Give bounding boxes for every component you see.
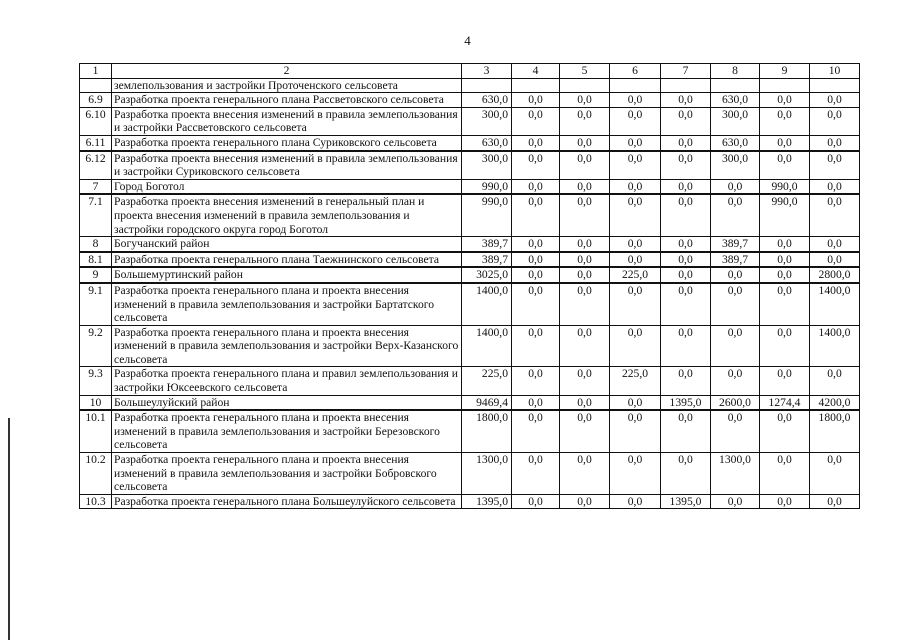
row-number-cell: 10: [80, 395, 112, 410]
value-cell-col-5: [560, 78, 610, 93]
value-cell-col-9: 0,0: [760, 151, 810, 180]
value-cell-col-8: 389,7: [711, 237, 760, 252]
row-number-cell: 6.12: [80, 151, 112, 180]
value-cell-col-4: 0,0: [512, 283, 560, 325]
value-cell-col-4: 0,0: [512, 453, 560, 495]
row-number-cell: 7.1: [80, 194, 112, 236]
value-cell-col-8: 0,0: [711, 367, 760, 395]
row-number-cell: 9.3: [80, 367, 112, 395]
value-cell-col-9: 0,0: [760, 325, 810, 367]
value-cell-col-9: 0,0: [760, 494, 810, 509]
row-name-cell: Богучанский район: [112, 237, 462, 252]
value-cell-col-8: 1300,0: [711, 453, 760, 495]
value-cell-col-7: 0,0: [661, 453, 711, 495]
table-row: [80, 135, 860, 150]
value-cell-col-7: 0,0: [661, 135, 711, 150]
value-cell-col-3: 389,7: [462, 237, 512, 252]
value-cell-col-6: 0,0: [610, 237, 661, 252]
row-name-cell: Разработка проекта генерального плана и проекта внесения изменений в правила землепользования и застройки Бобровского сельсовета: [112, 453, 462, 495]
value-cell-col-10: 4200,0: [810, 395, 860, 410]
header-cell: 2: [112, 64, 462, 79]
value-cell-col-4: 0,0: [512, 367, 560, 395]
value-cell-col-3: 990,0: [462, 179, 512, 194]
value-cell-col-3: 9469,4: [462, 395, 512, 410]
value-cell-col-5: 0,0: [560, 367, 610, 395]
row-name-cell: Разработка проекта генерального плана и проекта внесения изменений в правила землепользования и застройки Бартатского сельсовета: [112, 283, 462, 325]
value-cell-col-7: 0,0: [661, 194, 711, 236]
value-cell-col-9: 990,0: [760, 194, 810, 236]
value-cell-col-6: 225,0: [610, 367, 661, 395]
value-cell-col-7: 0,0: [661, 237, 711, 252]
row-name-cell: Разработка проекта генерального плана и проекта внесения изменений в правила землепользования и застройки Березовского сельсовета: [112, 410, 462, 452]
value-cell-col-8: 0,0: [711, 494, 760, 509]
header-cell: 9: [760, 64, 810, 79]
value-cell-col-8: 0,0: [711, 325, 760, 367]
value-cell-col-10: 0,0: [810, 151, 860, 180]
header-cell: 3: [462, 64, 512, 79]
header-cell: 7: [661, 64, 711, 79]
value-cell-col-8: 0,0: [711, 267, 760, 283]
row-number-cell: 6.11: [80, 135, 112, 150]
value-cell-col-9: 0,0: [760, 453, 810, 495]
value-cell-col-5: 0,0: [560, 194, 610, 236]
value-cell-col-6: 0,0: [610, 179, 661, 194]
row-name-cell: Разработка проекта генерального плана и проекта внесения изменений в правила землепользования и застройки Верх-Казанского сельсовета: [112, 325, 462, 367]
value-cell-col-7: 1395,0: [661, 395, 711, 410]
value-cell-col-8: 0,0: [711, 410, 760, 452]
value-cell-col-10: 0,0: [810, 252, 860, 268]
value-cell-col-5: 0,0: [560, 453, 610, 495]
value-cell-col-3: 225,0: [462, 367, 512, 395]
table-row: [80, 267, 860, 283]
value-cell-col-10: 0,0: [810, 93, 860, 108]
value-cell-col-10: 0,0: [810, 107, 860, 135]
value-cell-col-7: 0,0: [661, 107, 711, 135]
budget-table: [79, 63, 860, 509]
value-cell-col-7: 0,0: [661, 283, 711, 325]
value-cell-col-5: 0,0: [560, 107, 610, 135]
value-cell-col-5: 0,0: [560, 252, 610, 268]
value-cell-col-4: 0,0: [512, 494, 560, 509]
value-cell-col-6: 0,0: [610, 395, 661, 410]
value-cell-col-10: 0,0: [810, 194, 860, 236]
row-name-cell: Разработка проекта генерального плана и правил землепользования и застройки Юксеевского сельсовета: [112, 367, 462, 395]
value-cell-col-6: 0,0: [610, 194, 661, 236]
header-cell: 8: [711, 64, 760, 79]
table-row: [80, 107, 860, 135]
value-cell-col-9: 0,0: [760, 135, 810, 150]
value-cell-col-4: 0,0: [512, 325, 560, 367]
row-number-cell: 9: [80, 267, 112, 283]
value-cell-col-8: 630,0: [711, 135, 760, 150]
value-cell-col-5: 0,0: [560, 93, 610, 108]
table-row: [80, 325, 860, 367]
value-cell-col-5: 0,0: [560, 179, 610, 194]
value-cell-col-8: 0,0: [711, 179, 760, 194]
value-cell-col-4: [512, 78, 560, 93]
header-cell: 5: [560, 64, 610, 79]
value-cell-col-10: 1800,0: [810, 410, 860, 452]
table-row: [80, 179, 860, 194]
value-cell-col-4: 0,0: [512, 135, 560, 150]
scan-artifact-line: [8, 418, 10, 640]
value-cell-col-7: 0,0: [661, 93, 711, 108]
value-cell-col-9: 1274,4: [760, 395, 810, 410]
row-number-cell: 8.1: [80, 252, 112, 268]
table-row: [80, 410, 860, 452]
value-cell-col-9: 0,0: [760, 410, 810, 452]
table-row: [80, 78, 860, 93]
value-cell-col-8: 630,0: [711, 93, 760, 108]
row-name-cell: Разработка проекта внесения изменений в генеральный план и проекта внесения изменений в правила землепользования и застройки городского округа город Боготол: [112, 194, 462, 236]
value-cell-col-6: 0,0: [610, 107, 661, 135]
value-cell-col-5: 0,0: [560, 325, 610, 367]
row-name-cell: Разработка проекта внесения изменений в правила землепользования и застройки Рассветовского сельсовета: [112, 107, 462, 135]
table-row: [80, 494, 860, 509]
value-cell-col-3: 1400,0: [462, 283, 512, 325]
table-row: [80, 283, 860, 325]
value-cell-col-5: 0,0: [560, 135, 610, 150]
value-cell-col-5: 0,0: [560, 283, 610, 325]
value-cell-col-6: 0,0: [610, 151, 661, 180]
value-cell-col-3: 3025,0: [462, 267, 512, 283]
value-cell-col-7: 0,0: [661, 325, 711, 367]
value-cell-col-3: 1400,0: [462, 325, 512, 367]
value-cell-col-6: 0,0: [610, 410, 661, 452]
value-cell-col-3: 389,7: [462, 252, 512, 268]
table-row: [80, 252, 860, 268]
value-cell-col-4: 0,0: [512, 395, 560, 410]
row-number-cell: 10.3: [80, 494, 112, 509]
value-cell-col-3: [462, 78, 512, 93]
value-cell-col-6: [610, 78, 661, 93]
header-cell: 1: [80, 64, 112, 79]
value-cell-col-9: 0,0: [760, 267, 810, 283]
value-cell-col-6: 0,0: [610, 135, 661, 150]
value-cell-col-3: 1300,0: [462, 453, 512, 495]
value-cell-col-10: 0,0: [810, 453, 860, 495]
value-cell-col-7: 0,0: [661, 410, 711, 452]
row-name-cell: Разработка проекта генерального плана Большеулуйского сельсовета: [112, 494, 462, 509]
value-cell-col-8: 389,7: [711, 252, 760, 268]
value-cell-col-7: 0,0: [661, 367, 711, 395]
value-cell-col-5: 0,0: [560, 237, 610, 252]
value-cell-col-8: 300,0: [711, 107, 760, 135]
row-number-cell: 6.10: [80, 107, 112, 135]
value-cell-col-4: 0,0: [512, 151, 560, 180]
table-row: [80, 395, 860, 410]
table-row: [80, 367, 860, 395]
value-cell-col-9: 0,0: [760, 237, 810, 252]
table-row: [80, 237, 860, 252]
row-number-cell: 10.2: [80, 453, 112, 495]
value-cell-col-3: 1800,0: [462, 410, 512, 452]
row-name-cell: Большеулуйский район: [112, 395, 462, 410]
table-body: [80, 64, 860, 509]
value-cell-col-4: 0,0: [512, 107, 560, 135]
value-cell-col-3: 1395,0: [462, 494, 512, 509]
value-cell-col-5: 0,0: [560, 494, 610, 509]
value-cell-col-9: 0,0: [760, 367, 810, 395]
value-cell-col-4: 0,0: [512, 410, 560, 452]
value-cell-col-10: 1400,0: [810, 283, 860, 325]
header-cell: 4: [512, 64, 560, 79]
value-cell-col-7: 0,0: [661, 151, 711, 180]
row-number-cell: 7: [80, 179, 112, 194]
value-cell-col-6: 0,0: [610, 93, 661, 108]
value-cell-col-6: 0,0: [610, 325, 661, 367]
row-name-cell: Большемуртинский район: [112, 267, 462, 283]
page-number: 4: [464, 33, 471, 48]
value-cell-col-10: 0,0: [810, 179, 860, 194]
value-cell-col-4: 0,0: [512, 194, 560, 236]
value-cell-col-10: 0,0: [810, 494, 860, 509]
value-cell-col-6: 0,0: [610, 494, 661, 509]
value-cell-col-6: 0,0: [610, 453, 661, 495]
value-cell-col-8: [711, 78, 760, 93]
value-cell-col-8: 0,0: [711, 283, 760, 325]
row-name-cell: Разработка проекта внесения изменений в правила землепользования и застройки Суриковского сельсовета: [112, 151, 462, 180]
value-cell-col-5: 0,0: [560, 151, 610, 180]
value-cell-col-3: 300,0: [462, 151, 512, 180]
value-cell-col-5: 0,0: [560, 267, 610, 283]
value-cell-col-3: 630,0: [462, 93, 512, 108]
value-cell-col-4: 0,0: [512, 267, 560, 283]
value-cell-col-6: 0,0: [610, 283, 661, 325]
value-cell-col-8: 2600,0: [711, 395, 760, 410]
value-cell-col-6: 0,0: [610, 252, 661, 268]
table-header-row: [80, 64, 860, 79]
value-cell-col-7: [661, 78, 711, 93]
row-name-cell: Разработка проекта генерального плана Рассветовского сельсовета: [112, 93, 462, 108]
value-cell-col-10: 0,0: [810, 135, 860, 150]
value-cell-col-4: 0,0: [512, 179, 560, 194]
table-row: [80, 453, 860, 495]
row-number-cell: 6.9: [80, 93, 112, 108]
value-cell-col-10: 0,0: [810, 237, 860, 252]
value-cell-col-10: 1400,0: [810, 325, 860, 367]
value-cell-col-10: 0,0: [810, 367, 860, 395]
value-cell-col-9: [760, 78, 810, 93]
row-number-cell: [80, 78, 112, 93]
row-name-cell: Разработка проекта генерального плана Таежнинского сельсовета: [112, 252, 462, 268]
value-cell-col-10: 2800,0: [810, 267, 860, 283]
value-cell-col-3: 300,0: [462, 107, 512, 135]
value-cell-col-4: 0,0: [512, 252, 560, 268]
value-cell-col-5: 0,0: [560, 395, 610, 410]
row-name-cell: Разработка проекта генерального плана Суриковского сельсовета: [112, 135, 462, 150]
value-cell-col-3: 630,0: [462, 135, 512, 150]
value-cell-col-9: 0,0: [760, 107, 810, 135]
value-cell-col-5: 0,0: [560, 410, 610, 452]
value-cell-col-6: 225,0: [610, 267, 661, 283]
value-cell-col-7: 0,0: [661, 179, 711, 194]
value-cell-col-4: 0,0: [512, 93, 560, 108]
header-cell: 10: [810, 64, 860, 79]
row-number-cell: 8: [80, 237, 112, 252]
table-row: [80, 151, 860, 180]
value-cell-col-10: [810, 78, 860, 93]
value-cell-col-9: 0,0: [760, 252, 810, 268]
value-cell-col-9: 0,0: [760, 283, 810, 325]
row-number-cell: 9.1: [80, 283, 112, 325]
value-cell-col-9: 990,0: [760, 179, 810, 194]
value-cell-col-8: 0,0: [711, 194, 760, 236]
row-name-cell: Город Боготол: [112, 179, 462, 194]
table-row: [80, 93, 860, 108]
value-cell-col-4: 0,0: [512, 237, 560, 252]
row-number-cell: 10.1: [80, 410, 112, 452]
row-name-cell: землепользования и застройки Проточенского сельсовета: [112, 78, 462, 93]
table-row: [80, 194, 860, 236]
value-cell-col-7: 0,0: [661, 267, 711, 283]
header-cell: 6: [610, 64, 661, 79]
value-cell-col-3: 990,0: [462, 194, 512, 236]
value-cell-col-8: 300,0: [711, 151, 760, 180]
row-number-cell: 9.2: [80, 325, 112, 367]
value-cell-col-9: 0,0: [760, 93, 810, 108]
value-cell-col-7: 0,0: [661, 252, 711, 268]
value-cell-col-7: 1395,0: [661, 494, 711, 509]
